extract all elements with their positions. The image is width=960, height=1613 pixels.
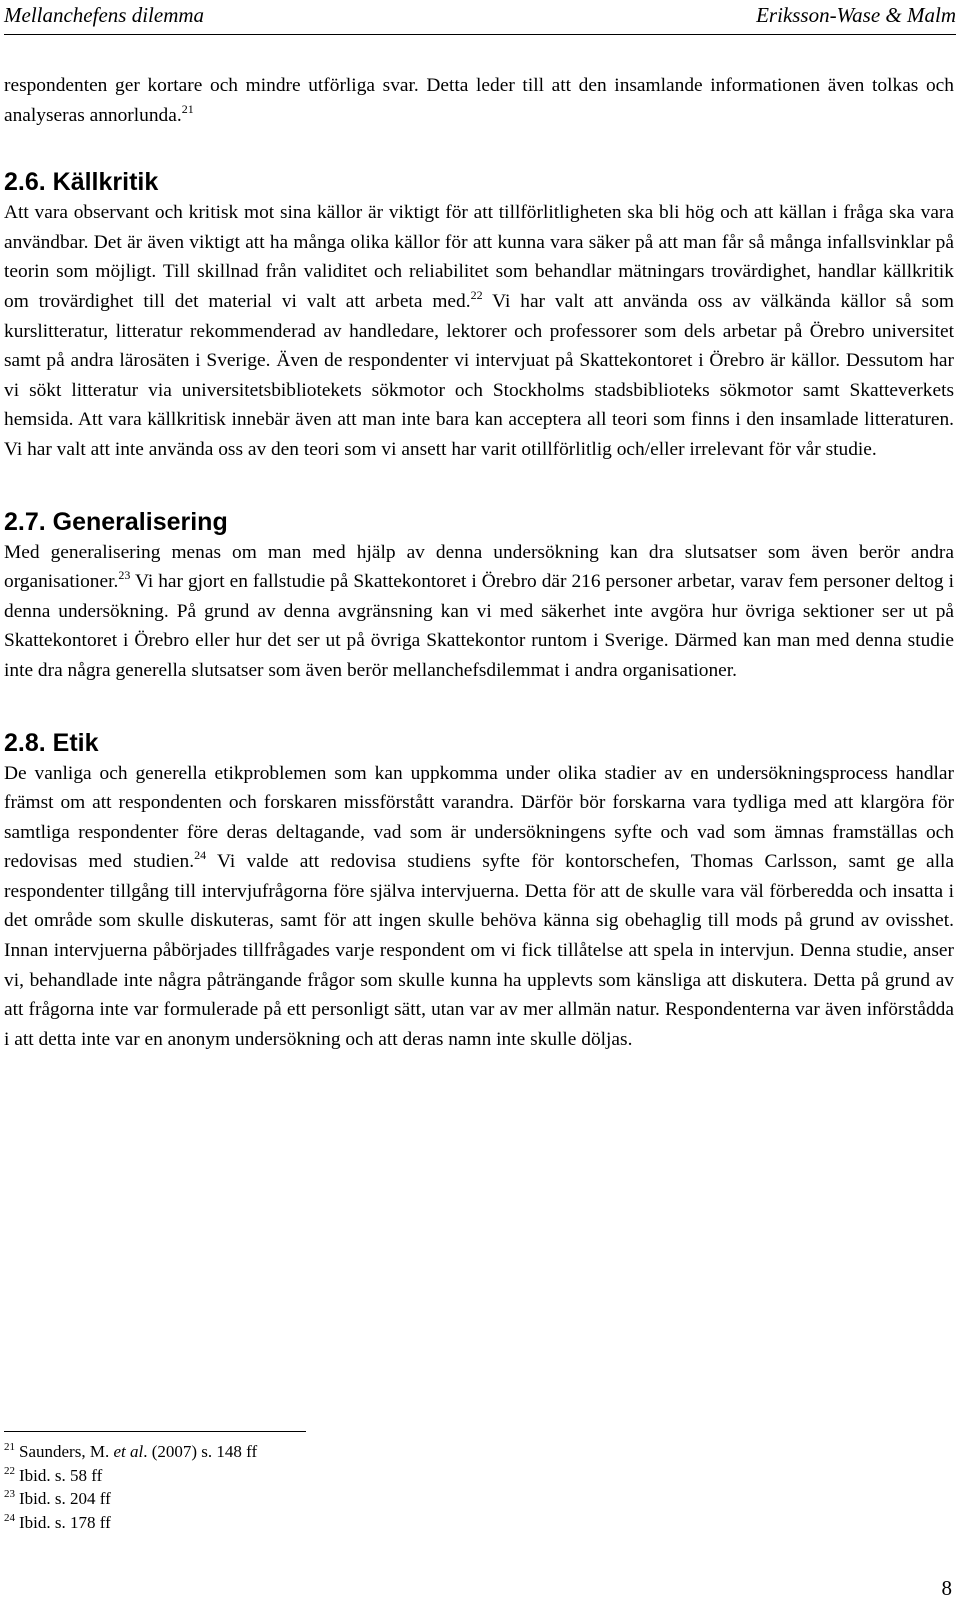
paragraph-text: Vi valde att redovisa studiens syfte för kontorschefen, Thomas Carlsson, samt ge alla respondenter tillgång till intervjufrågorna före själva intervjuerna. Detta för att de skulle vara väl förberedda och insatta i det område som skulle diskuteras, samt för att ingen skulle behöva känna sig obehaglig till mods på grund av ovisshet. Innan intervjuerna påbörjades tillfrågades varje respondent om vi fick tillåtelse att spela in intervjun. Denna studie, anser vi, behandlade inte några påträngande frågor som skulle kunna ha upplevts som känsliga att diskutera. Detta på grund av att frågorna inte var formulerade på ett personligt sätt, utan var av mer allmän natur. Respondenterna var även införstådda i att detta inte var en anonym undersökning och att deras namn inte skulle döljas.	[4, 851, 954, 1050]
footnote-number: 24	[4, 1511, 15, 1524]
footnotes	[4, 1440, 257, 1534]
footnote-text: Ibid. s. 58 ff	[19, 1465, 103, 1485]
footnote-22	[4, 1464, 257, 1488]
section-paragraph-generalisering	[4, 538, 954, 686]
intro-paragraph	[4, 71, 954, 130]
page-body	[4, 71, 954, 1054]
section-paragraph-etik	[4, 759, 954, 1055]
section-paragraph-kallkritik	[4, 198, 954, 464]
paragraph-text: Vi har valt att använda oss av välkända källor så som kurslitteratur, litteratur rekommenderad av handledare, lektorer och professorer som dels arbetar på Örebro universitet samt på andra lärosäten i Sverige. Även de respondenter vi intervjuat på Skattekontoret i Örebro är källor. Dessutom har vi sökt litteratur via universitetsbibliotekets sökmotor och Stockholms stadsbiblioteks sökmotor samt Skatteverkets hemsida. Att vara källkritisk innebär även att man inte bara kan acceptera all teori som finns i den insamlade litteraturen. Vi har valt att inte använda oss av den teori som vi ansett har varit otillförlitlig och/eller irrelevant för vår studie.	[4, 290, 954, 460]
section-generalisering	[4, 506, 954, 686]
footnote-ref-24: 24	[194, 848, 207, 863]
page-number: 8	[941, 1576, 952, 1600]
footnote-number: 21	[4, 1441, 15, 1453]
footnote-text: Saunders, M.	[19, 1442, 114, 1461]
footnote-ref-23: 23	[118, 568, 131, 583]
footnote-24	[4, 1511, 257, 1535]
paragraph-text: De vanliga och generella etikproblemen som kan uppkomma under olika stadier av en undersökningsprocess handlar främst om att respondenten och forskaren missförstått varandra. Därför bör forskarna vara tydliga med att klargöra för samtliga respondenter före deras deltagande, vad som är undersökningens syfte och vad som ämnas framställas och redovisas med studien.	[4, 762, 954, 873]
paragraph-text: Vi har gjort en fallstudie på Skattekontoret i Örebro där 216 personer arbetar, varav fem personer deltog i denna undersökning. På grund av denna avgränsning kan vi med säkerhet inte avgöra hur övriga sektioner ser ut på Skattekontoret i Örebro eller hur det ser ut på övriga Skattekontor runtom i Sverige. Därmed kan man med denna studie inte dra några generella slutsatser som även berör mellanchefsdilemmat i andra organisationer.	[4, 571, 954, 681]
intro-text: respondenten ger kortare och mindre utförliga svar. Detta leder till att den insamlande informationen även tolkas och analyseras annorlunda.	[4, 75, 954, 126]
footnote-ref-22: 22	[470, 287, 483, 302]
footnote-text-italic: et al	[113, 1442, 144, 1461]
footnote-text: . (2007) s. 148 ff	[143, 1442, 258, 1461]
section-heading-etik: 2.8. Etik	[4, 728, 99, 757]
footnote-text: Ibid. s. 204 ff	[19, 1489, 111, 1509]
header-document-title: Mellanchefens dilemma	[4, 3, 205, 27]
header-authors: Eriksson-Wase & Malm	[756, 3, 956, 27]
footnote-number: 23	[4, 1488, 15, 1501]
footnote-text: Ibid. s. 178 ff	[19, 1512, 111, 1532]
footnote-23	[4, 1487, 257, 1511]
section-heading-kallkritik: 2.6. Källkritik	[4, 168, 159, 197]
section-heading-generalisering: 2.7. Generalisering	[4, 507, 228, 536]
footnote-ref-21: 21	[181, 101, 194, 116]
paragraph-text: Med generalisering menas om man med hjälp av denna undersökning kan dra slutsatser som även berör andra organisationer.	[4, 541, 954, 593]
footnote-21	[4, 1440, 257, 1464]
footnote-number: 22	[4, 1464, 15, 1477]
section-kallkritik	[4, 166, 954, 464]
section-etik	[4, 727, 954, 1055]
page-header	[4, 0, 956, 35]
paragraph-text: Att vara observant och kritisk mot sina källor är viktigt för att tillförlitligheten ska bli hög och att källan i fråga ska vara användbar. Det är även viktigt att ha många olika källor för att kunna vara säker på att man får så många infallsvinklar på teorin som möjligt. Till skillnad från validitet och reliabilitet som behandlar mätningars trovärdighet, handlar källkritik om trovärdighet till det material vi valt att arbeta med.	[4, 202, 954, 312]
footnote-separator	[4, 1431, 306, 1432]
